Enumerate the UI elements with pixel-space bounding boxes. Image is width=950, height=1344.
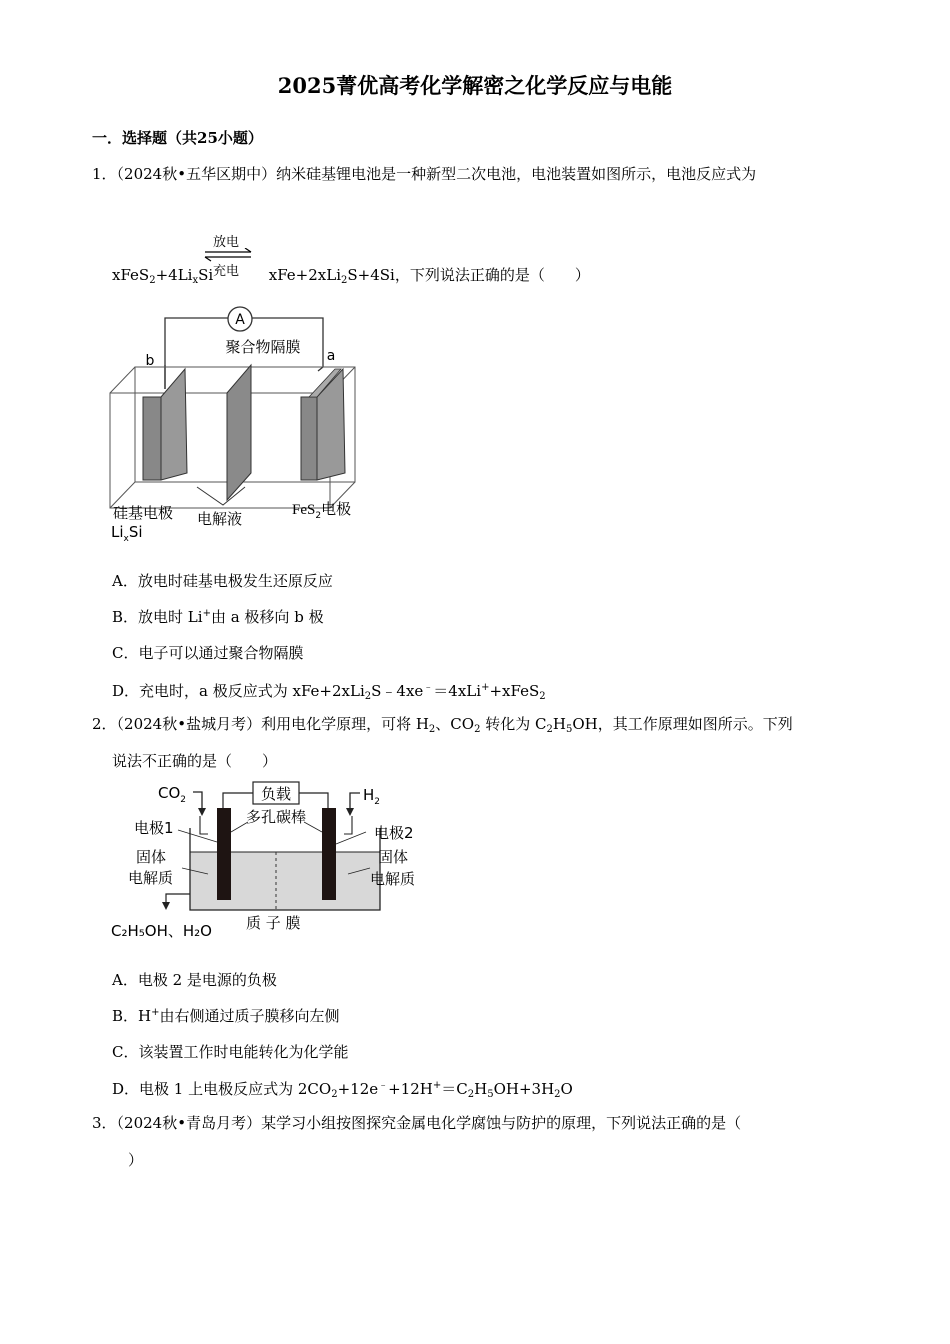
arrow-charge-label: 充电 [213, 264, 240, 279]
co2-label: $CO_2$ [158, 784, 187, 805]
porous-carbon-rod-left [217, 808, 231, 900]
question-2-stem-line2: 说法不正确的是（ ） [112, 752, 278, 770]
electrode-a-label: a [326, 348, 336, 364]
electrode-2-label: 电极2 [374, 824, 414, 842]
electrode-1-label: 电极1 [134, 819, 174, 837]
section-heading: 一．选择题（共25小题） [92, 129, 263, 147]
proton-membrane-label: 质 子 膜 [246, 914, 301, 932]
solid-electrolyte-left-2: 电解质 [128, 869, 174, 887]
question-3-stem-line2: ） [128, 1151, 144, 1169]
q1-option-d: D．充电时，a 极反应式为 xFe+2xLi$_2$S﹣4xe﹣＝4xLi++xFeS$_2$ [112, 682, 546, 702]
question-2-stem: 2．（2024秋•盐城月考）利用电化学原理，可将 $H_2$、$CO_2$ 转化为 $C_2H_5OH$，其工作原理如图所示。下列 [92, 715, 793, 735]
ammeter-label: A [235, 312, 245, 328]
q1-option-c: C．电子可以通过聚合物隔膜 [112, 644, 304, 662]
arrow-discharge-label: 放电 [213, 235, 240, 250]
solid-electrolyte-left-1: 固体 [136, 848, 167, 866]
polymer-membrane [227, 365, 251, 500]
product-label: C₂H₅OH、H₂O [111, 922, 212, 940]
solid-electrolyte-right-2: 电解质 [370, 870, 416, 888]
electrochemical-cell-figure [108, 778, 428, 943]
membrane-label: 聚合物隔膜 [225, 338, 301, 356]
q2-option-c: C．该装置工作时电能转化为化学能 [112, 1043, 349, 1061]
q2-option-d: D．电极 1 上电极反应式为 $2CO_2+12e^﹣+12H^+=C_2H_5OH+3H_2O$ [112, 1080, 573, 1100]
h2-label: $H_2$ [363, 786, 381, 807]
question-1-equation: $xFeS_2+4Li_xSi$ xFe+2xLi$_2$S+4Si，下列说法正确的是（ ） [112, 266, 590, 286]
outlet-arrow-icon [162, 902, 170, 910]
silicon-electrode [143, 397, 161, 480]
porous-rod-label: 多孔碳棒 [245, 808, 307, 826]
page-title: 2025菁优高考化学解密之化学反应与电能 [277, 73, 673, 98]
q2-option-a: A．电极 2 是电源的负极 [112, 971, 277, 989]
battery-figure [105, 305, 375, 545]
porous-carbon-rod-right [322, 808, 336, 900]
solid-electrolyte-right-1: 固体 [378, 848, 409, 866]
q2-option-b: B．H+由右侧通过质子膜移向左侧 [112, 1007, 340, 1025]
silicon-electrode-formula: $Li_xSi$ [111, 523, 143, 544]
question-3-stem: 3．（2024秋•青岛月考）某学习小组按图探究金属电化学腐蚀与防护的原理，下列说法正确的是（ [92, 1114, 742, 1132]
co2-arrow-icon [198, 808, 206, 816]
fes2-electrode [301, 397, 317, 480]
h2-arrow-icon [346, 808, 354, 816]
fes2-electrode-label: FeS$_2$电极 [292, 500, 352, 521]
electrode-b-label: b [145, 353, 155, 369]
q1-option-b: B．放电时 Li+由 a 极移向 b 极 [112, 608, 324, 626]
silicon-electrode-label: 硅基电极 [113, 504, 174, 522]
q1-option-a: A．放电时硅基电极发生还原反应 [112, 572, 333, 590]
electrolyte-label: 电解液 [197, 510, 243, 528]
load-label: 负载 [260, 785, 292, 803]
question-1-stem: 1．（2024秋•五华区期中）纳米硅基锂电池是一种新型二次电池，电池装置如图所示，电池反应式为 [92, 165, 757, 183]
